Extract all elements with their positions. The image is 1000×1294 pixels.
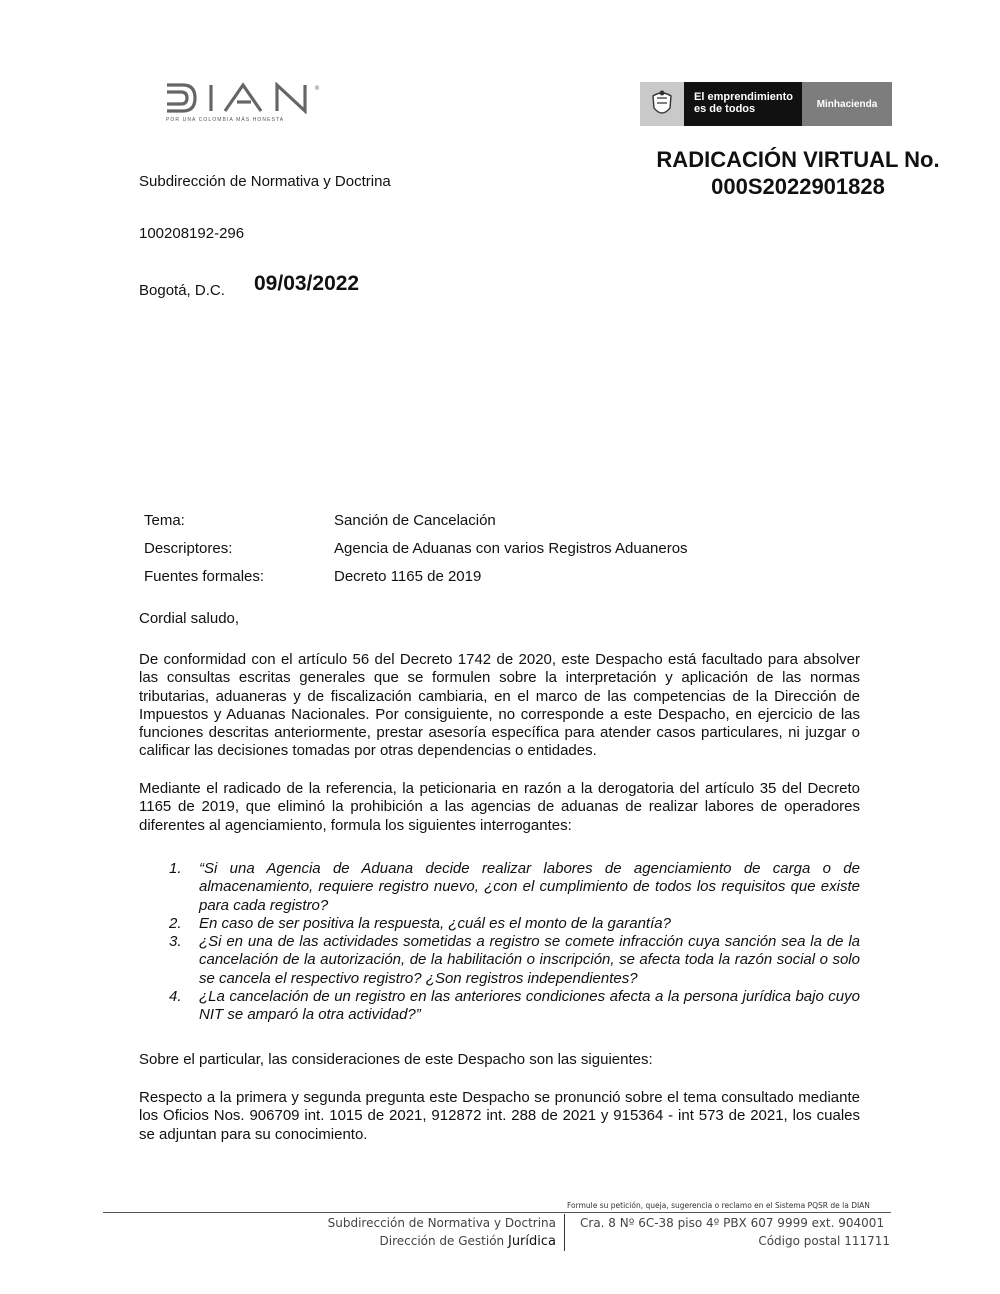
- footer-address: Cra. 8 Nº 6C-38 piso 4º PBX 607 9999 ext. 904001: [580, 1216, 885, 1230]
- footer-postal-code: Código postal 111711: [758, 1234, 890, 1248]
- government-badge: [640, 82, 892, 126]
- question-text: En caso de ser positiva la respuesta, ¿cuál es el monto de la garantía?: [199, 914, 671, 932]
- footer-divider: [564, 1214, 565, 1251]
- meta-value-descriptores: Agencia de Aduanas con varios Registros Aduaneros: [334, 540, 688, 557]
- meta-value-fuentes: Decreto 1165 de 2019: [334, 568, 482, 585]
- question-item: [139, 933, 860, 988]
- footer-pqsr-note: Formule su petición, queja, sugerencia o reclamo en el Sistema PQSR de la DIAN: [567, 1201, 870, 1210]
- footer-office: Subdirección de Normativa y Doctrina: [327, 1216, 556, 1230]
- radicacion-title: RADICACIÓN VIRTUAL No.: [656, 147, 940, 172]
- gov-slogan: [684, 82, 802, 126]
- footer-direction: [380, 1234, 557, 1249]
- paragraph-4: Respecto a la primera y segunda pregunta este Despacho se pronunció sobre el tema consultado mediante los Oficios Nos. 906709 int. 1015 de 2021, 912872 int. 288 de 2021 y 915364 - int 573 de 2021, los cuales se adjuntan para su conocimiento.: [139, 1089, 860, 1143]
- svg-text:®: ®: [314, 85, 320, 92]
- gov-slogan-line1: El emprendimiento: [694, 91, 794, 103]
- paragraph-3: Sobre el particular, las consideraciones de este Despacho son las siguientes:: [139, 1051, 653, 1068]
- radicacion-code: 000S2022901828: [711, 174, 885, 199]
- greeting: Cordial saludo,: [139, 610, 240, 627]
- office-name: Subdirección de Normativa y Doctrina: [139, 173, 391, 190]
- question-item: [139, 915, 860, 933]
- reference-number: 100208192-296: [139, 225, 245, 242]
- coat-of-arms-icon: [640, 82, 684, 126]
- gov-slogan-line2: es de todos: [694, 103, 756, 115]
- footer-direction-prefix: Dirección de Gestión: [379, 1234, 505, 1248]
- footer-direction-emphasis: Jurídica: [507, 1234, 556, 1249]
- dian-logo: [165, 82, 325, 128]
- city: Bogotá, D.C.: [139, 282, 225, 299]
- question-text: ¿Si en una de las actividades sometidas a registro se comete infracción cuya sanción sea la de la cancelación de la autorización, de la habilitación o inscripción, se afecta toda la razón social o solo se cancela el respectivo registro? ¿Son registros independientes?: [199, 933, 860, 987]
- dian-tagline: POR UNA COLOMBIA MÁS HONESTA: [166, 117, 285, 123]
- question-number: 4.: [169, 988, 182, 1006]
- question-text: ¿La cancelación de un registro en las anteriores condiciones afecta a la persona jurídica bajo cuyo NIT se amparó la otra actividad?”: [199, 988, 860, 1024]
- footer-rule: [103, 1212, 891, 1213]
- question-number: 1.: [169, 860, 182, 877]
- meta-label-fuentes: Fuentes formales:: [144, 568, 265, 585]
- dian-logo-wordmark: [165, 82, 325, 114]
- radicacion-number: [640, 146, 956, 200]
- paragraph-1: De conformidad con el artículo 56 del Decreto 1742 de 2020, este Despacho está facultado para absolver las consultas escritas generales que se formulen sobre la interpretación y aplicación de las normas tributarias, aduaneras y de fiscalización cambiaria, en el marco de las competencias de la Dirección de Impuestos y Aduanas Nacionales. Por consiguiente, no corresponde a este Despacho, en ejercicio de las funciones descritas anteriormente, prestar asesoría específica para atender casos particulares, ni juzgar o calificar las decisiones tomadas por otras dependencias o entidades.: [139, 651, 860, 760]
- ministry-label: Minhacienda: [802, 82, 892, 126]
- letter-date: 09/03/2022: [254, 272, 360, 295]
- question-item: [139, 860, 860, 915]
- meta-label-tema: Tema:: [144, 512, 185, 529]
- meta-value-tema: Sanción de Cancelación: [334, 512, 496, 529]
- question-number: 2.: [169, 914, 182, 932]
- question-text: “Si una Agencia de Aduana decide realizar labores de agenciamiento de carga o de almacenamiento, requiere registro nuevo, ¿con el cumplimiento de todos los requisitos que existe para cada registro?: [199, 860, 860, 914]
- question-item: [139, 988, 860, 1025]
- question-number: 3.: [169, 933, 182, 951]
- questions-list: [139, 860, 860, 1025]
- meta-label-descriptores: Descriptores:: [144, 540, 233, 557]
- paragraph-2: Mediante el radicado de la referencia, la peticionaria en razón a la derogatoria del artículo 35 del Decreto 1165 de 2019, que eliminó la prohibición a las agencias de aduanas de realizar labores de operadores diferentes al agenciamiento, formula los siguientes interrogantes:: [139, 780, 860, 834]
